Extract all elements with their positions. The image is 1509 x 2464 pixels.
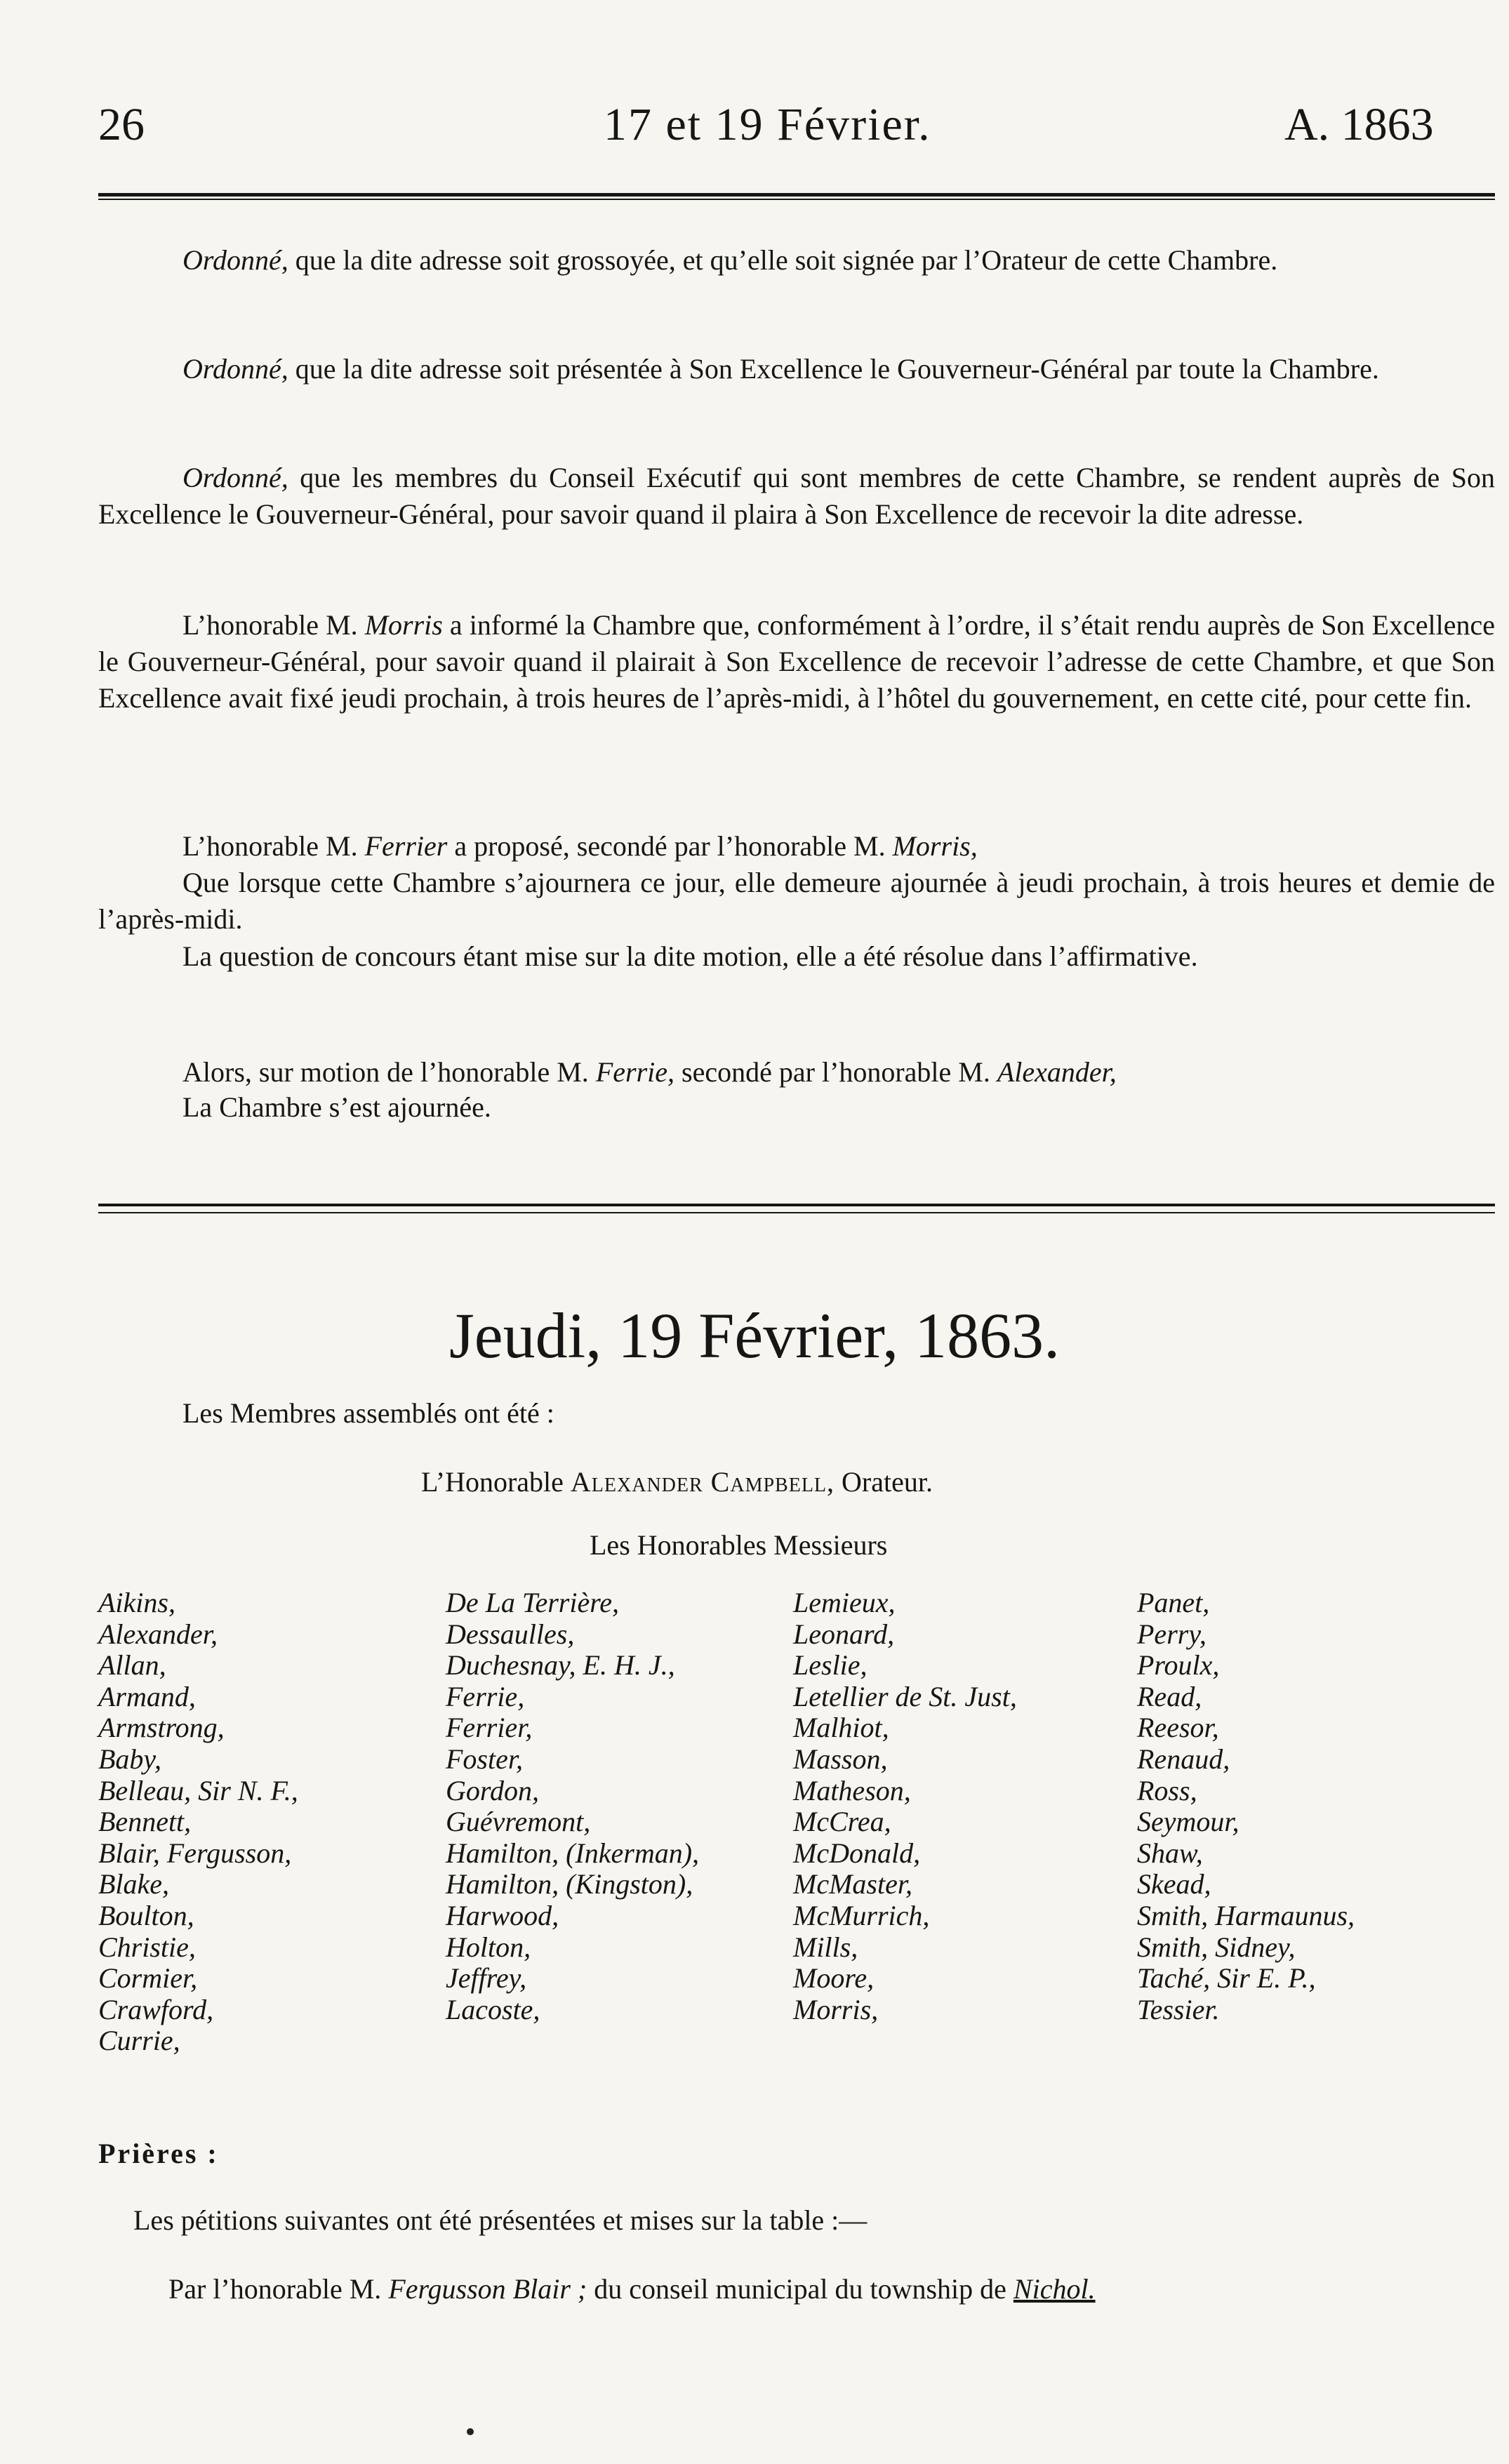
member-name: Foster, — [446, 1743, 523, 1775]
member-name: McCrea, — [793, 1806, 891, 1838]
member-name: Renaud, — [1137, 1743, 1230, 1775]
member-name: Dessaulles, — [446, 1618, 575, 1650]
member-name: Blair, Fergusson, — [98, 1837, 292, 1869]
day-title: Jeudi, 19 Février, 1863. — [449, 1300, 1061, 1371]
header-dates: 17 et 19 Février. — [604, 99, 931, 150]
speaker-pre: L’Honorable — [421, 1466, 571, 1498]
member-name: Leslie, — [793, 1649, 867, 1681]
member-name: Taché, Sir E. P., — [1137, 1962, 1316, 1994]
member-name: Leonard, — [793, 1618, 895, 1650]
section-rule-2 — [98, 1212, 1495, 1213]
member-name: Ferrie, — [446, 1680, 525, 1712]
member-name: Malhiot, — [793, 1712, 889, 1744]
order-lead: Ordonné, — [182, 462, 288, 493]
member-name: Shaw, — [1137, 1837, 1203, 1869]
member-name: Allan, — [98, 1649, 166, 1681]
text-pre: L’honorable M. — [182, 609, 365, 641]
member-name: Morris — [364, 609, 443, 641]
member-name-2: Morris, — [892, 830, 978, 862]
member-name: Smith, Harmaunus, — [1137, 1899, 1355, 1931]
header-rule-thin — [98, 199, 1495, 200]
member-name: Perry, — [1137, 1618, 1206, 1650]
member-name: Guévremont, — [446, 1806, 591, 1838]
member-name: Lacoste, — [446, 1993, 540, 2025]
member-name: Hamilton, (Inkerman), — [446, 1837, 700, 1869]
order-text: que la dite adresse soit présentée à Son Excellence le Gouverneur-Général par toute la Chambre. — [288, 353, 1379, 385]
petition-place: Nichol. — [1013, 2273, 1096, 2305]
member-name: Blake, — [98, 1868, 170, 1900]
member-name: Baby, — [98, 1743, 161, 1775]
petition-entry — [168, 2272, 1096, 2305]
page-mark — [467, 2428, 474, 2435]
question-paragraph: La question de concours étant mise sur la dite motion, elle a été résolue dans l’affirmative. — [182, 940, 1198, 972]
petitioner-name: Fergusson Blair ; — [388, 2273, 587, 2305]
member-name: Panet, — [1137, 1587, 1210, 1618]
member-name: Crawford, — [98, 1993, 214, 2025]
adjourn-text: La Chambre s’est ajournée. — [182, 1091, 491, 1123]
petitions-line: Les pétitions suivantes ont été présentées et mises sur la table :— — [133, 2204, 867, 2236]
morris-report-paragraph — [98, 607, 1495, 717]
member-name: Ferrier — [364, 830, 448, 862]
adjourn-motion — [98, 1054, 1495, 1091]
member-name: Mills, — [793, 1931, 858, 1963]
speaker-line — [421, 1465, 933, 1498]
order-lead: Ordonné, — [182, 353, 288, 385]
member-name: Read, — [1137, 1680, 1202, 1712]
text-mid: a proposé, secondé par l’honorable M. — [447, 830, 893, 862]
member-name: Ferrie, — [595, 1056, 674, 1088]
ferrier-motion-text: Que lorsque cette Chambre s’ajournera ce jour, elle demeure ajournée à jeudi prochain, à trois heures et demie de l’après-midi. — [98, 867, 1495, 935]
member-name: Proulx, — [1137, 1649, 1220, 1681]
member-name: Armand, — [98, 1680, 196, 1712]
members-column-3 — [793, 1587, 1017, 2025]
assembled-line: Les Membres assemblés ont été : — [182, 1397, 554, 1429]
member-name: Alexander, — [98, 1618, 218, 1650]
petition-pre: Par l’honorable M. — [168, 2273, 389, 2305]
member-name: Reesor, — [1137, 1712, 1219, 1744]
order-lead: Ordonné, — [182, 244, 288, 276]
members-column-2 — [446, 1587, 699, 2025]
section-rule-1 — [98, 1204, 1495, 1206]
members-column-1 — [98, 1587, 298, 2057]
member-name: Gordon, — [446, 1774, 539, 1806]
text-pre: Alors, sur motion de l’honorable M. — [182, 1056, 596, 1088]
order-paragraph-2 — [98, 351, 1495, 387]
member-name: Aikins, — [98, 1587, 175, 1618]
text-pre: L’honorable M. — [182, 830, 365, 862]
order-paragraph-1 — [98, 242, 1495, 279]
member-name: Seymour, — [1137, 1806, 1239, 1838]
member-name: McDonald, — [793, 1837, 921, 1869]
order-text: que les membres du Conseil Exécutif qui sont membres de cette Chambre, se rendent auprès de Son Excellence le Gouverneur-Général, pour savoir quand il plaira à Son Excellence de recevoir la dite adresse. — [98, 462, 1495, 530]
member-name: De La Terrière, — [446, 1587, 620, 1618]
member-name: Boulton, — [98, 1899, 194, 1931]
member-name: Morris, — [793, 1993, 879, 2025]
member-name: Tessier. — [1137, 1993, 1220, 2025]
members-column-4 — [1137, 1587, 1355, 2025]
member-name: Lemieux, — [793, 1587, 896, 1618]
member-name: Bennett, — [98, 1806, 192, 1838]
member-name: Christie, — [98, 1931, 196, 1963]
member-name: Cormier, — [98, 1962, 198, 1994]
member-name: Skead, — [1137, 1868, 1211, 1900]
prieres-heading: Prières : — [98, 2138, 219, 2169]
speaker-post: Orateur. — [835, 1466, 933, 1498]
page-number: 26 — [98, 99, 145, 150]
member-name: Letellier de St. Just, — [793, 1680, 1017, 1712]
speaker-name: Alexander Campbell, — [570, 1466, 835, 1498]
member-name: Ferrier, — [446, 1712, 533, 1744]
member-name: Ross, — [1137, 1774, 1197, 1806]
report-text: a informé la Chambre que, conformément à l’ordre, il s’était rendu auprès de Son Excellence le Gouverneur-Général, pour savoir quand il plairait à Son Excellence de recevoir l’adresse de cette Chambre, et que Son Excellence avait fixé jeudi prochain, à trois heures de l’après-midi, à l’hôtel du gouvernement, en cette cité, pour cette fin. — [98, 609, 1495, 714]
member-name: Holton, — [446, 1931, 531, 1963]
header-year: A. 1863 — [1284, 99, 1434, 150]
member-name: Hamilton, (Kingston), — [446, 1868, 693, 1900]
member-name: Moore, — [793, 1962, 875, 1994]
member-name: Jeffrey, — [446, 1962, 527, 1994]
petition-mid: du conseil municipal du township de — [587, 2273, 1013, 2305]
member-name: Belleau, Sir N. F., — [98, 1774, 298, 1806]
member-name: Matheson, — [793, 1774, 911, 1806]
member-name: Harwood, — [446, 1899, 559, 1931]
honorables-heading: Les Honorables Messieurs — [590, 1529, 888, 1561]
ferrier-motion-intro — [98, 828, 1495, 865]
member-name: Currie, — [98, 2025, 180, 2057]
order-text: que la dite adresse soit grossoyée, et qu’elle soit signée par l’Orateur de cette Chambre. — [288, 244, 1278, 276]
member-name: Masson, — [793, 1743, 888, 1775]
member-name: McMaster, — [793, 1868, 912, 1900]
text-mid: secondé par l’honorable M. — [674, 1056, 997, 1088]
member-name-2: Alexander, — [997, 1056, 1117, 1088]
order-paragraph-3 — [98, 460, 1495, 533]
member-name: Duchesnay, E. H. J., — [446, 1649, 675, 1681]
member-name: Armstrong, — [98, 1712, 225, 1744]
member-name: Smith, Sidney, — [1137, 1931, 1296, 1963]
header-rule — [98, 193, 1495, 197]
member-name: McMurrich, — [793, 1899, 930, 1931]
